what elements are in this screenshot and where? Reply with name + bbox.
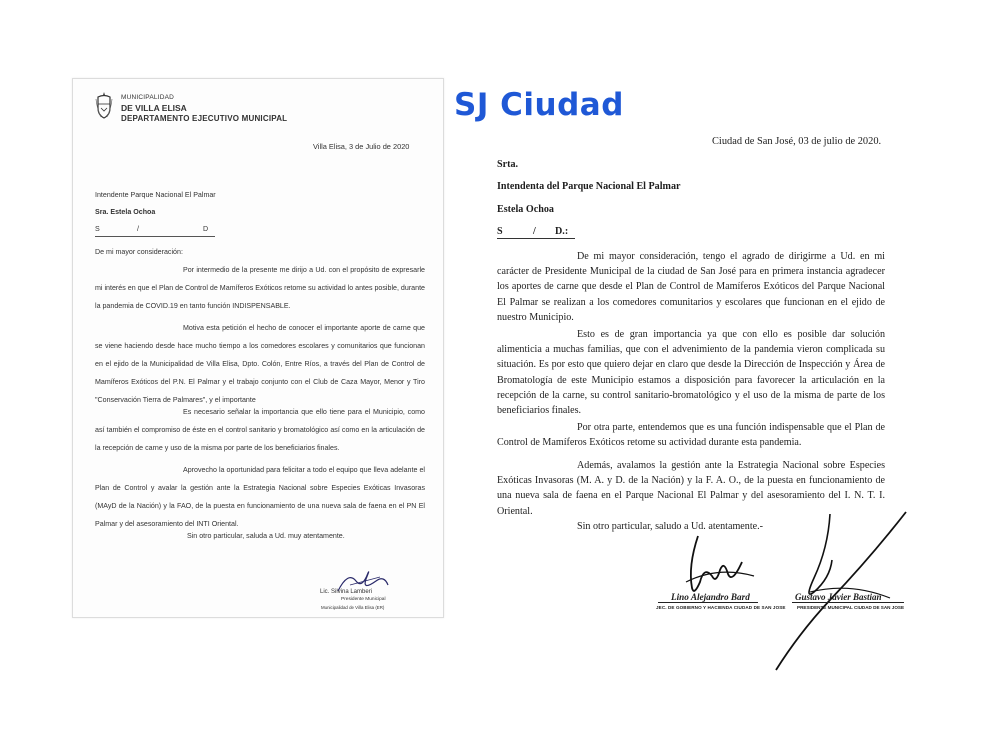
sd-s: S <box>497 226 503 237</box>
paragraph: Motiva esta petición el hecho de conocer el importante aporte de carne que se viene haciendo desde hace mucho tiempo a los comedores escolares y comunitarios que funcionan en el ejido de la Municipalidad de Villa Elisa, Dpto. Colón, Entre Ríos, a través del Plan de Control de Mamíferos Exóticos del P.N. El Palmar y el trabajo conjunto con el Club de Caza Mayor, Menor y Tiro "Conservación Tierra de Palmares", y el importante <box>95 324 425 404</box>
paragraph: Por intermedio de la presente me dirijo a Ud. con el propósito de expresarle mi interés en que el Plan de Control de Mamíferos Exóticos retome su actividad lo antes posible, durante la pandemia de COVID.19 en tanto función INDISPENSABLE. <box>95 266 425 310</box>
paragraph: Además, avalamos la gestión ante la Estrategia Nacional sobre Especies Exóticas Invasoras (M. A. y D. de la Nación) y la F. A. O., de la puesta en funcionamiento de una nueva sala de faena en el Parque Nacional El Palmar y del asesoramiento del I. N. T. I. Oriental. <box>497 460 885 517</box>
sd-line <box>95 223 215 237</box>
sj-ciudad-logo: SJ Ciudad <box>454 87 624 123</box>
signer-title: JEC. DE GOBIERNO Y HACIENDA CIUDAD DE SAN JOSE <box>656 605 786 610</box>
san-jose-letter <box>478 78 948 698</box>
paragraph: Por otra parte, entendemos que es una función indispensable que el Plan de Control de Mamíferos Exóticos retome su actividad durante esta pandemia. <box>497 422 885 449</box>
sd-slash: / <box>533 226 536 237</box>
signature-line <box>658 602 758 603</box>
recipient-title: Intendente Parque Nacional El Palmar <box>95 191 216 199</box>
closing: Sin otro particular, saluda a Ud. muy atentamente. <box>187 532 345 540</box>
sd-d: D.: <box>555 226 569 237</box>
recipient-title: Intendenta del Parque Nacional El Palmar <box>497 181 681 192</box>
sd-line <box>497 226 575 239</box>
signer-name: Lino Alejandro Bard <box>671 592 750 602</box>
municipal-crest-icon <box>95 91 113 119</box>
signer-title: PRESIDENTE MUNICIPAL CIUDAD DE SAN JOSE <box>797 605 905 610</box>
letter-date: Villa Elisa, 3 de Julio de 2020 <box>313 142 410 151</box>
recipient-name: Sra. Estela Ochoa <box>95 208 156 216</box>
recipient-name: Estela Ochoa <box>497 204 554 215</box>
closing: Sin otro particular, saludo a Ud. atentamente.- <box>577 521 763 532</box>
greeting: De mi mayor consideración: <box>95 248 183 256</box>
salutation: Srta. <box>497 159 519 170</box>
signer-role: Presidente Municipal <box>341 597 386 602</box>
signer-name: Gustavo Javier Bastian <box>795 592 882 602</box>
signature-line <box>792 602 904 603</box>
sd-d: D <box>203 225 209 233</box>
header-municipalidad: MUNICIPALIDAD <box>121 94 175 101</box>
header-department: DEPARTAMENTO EJECUTIVO MUNICIPAL <box>121 114 288 123</box>
paragraph: Esto es de gran importancia ya que con ello es posible dar solución alimenticia a muchas familias, que con el advenimiento de la pandemia vieron complicada su situación. Es por esto que quiero dejar en claro que desde la Dirección de Inspección y Área de Bromatología de este Municipio estamos a disposición para favorecer la articulación en la recepción de la carne, su control sanitario-bromatológico y el uso de la misma de parte de los beneficiarios finales. <box>497 329 885 417</box>
header-town: DE VILLA ELISA <box>121 103 187 113</box>
sd-slash: / <box>137 225 139 233</box>
paragraph: De mi mayor consideración, tengo el agrado de dirigirme a Ud. en mi carácter de Presidente Municipal de la ciudad de San José para en primera instancia agradecer los aportes de carne que desde el Plan de Control de Mamíferos Exóticos del Parque Nacional El Palmar se realizan a los comedores comunitarios y escolares que funcionan en el ejido de nuestro Municipio. <box>497 251 885 323</box>
paragraph: Es necesario señalar la importancia que ello tiene para el Municipio, como así también el compromiso de éste en el control sanitario y bromatológico así como en la articulación de la recepción de carne y uso de la misma por parte de los beneficiarios finales. <box>95 408 425 452</box>
paragraph: Aprovecho la oportunidad para felicitar a todo el equipo que lleva adelante el Plan de Control y avalar la gestión ante la Estrategia Nacional sobre Especies Exóticas Invasoras (MAyD de la Nación) y la FAO, de la puesta en funcionamiento de una nueva sala de faena en el PN El Palmar y del asesoramiento del INTI Oriental. <box>95 466 425 528</box>
signer-place: Municipalidad de Villa Elisa (ER) <box>321 605 385 610</box>
sd-s: S <box>95 225 100 233</box>
signer-name: Lic. Silvina Lamberi <box>320 589 373 595</box>
signature-scribble-icon <box>658 526 768 601</box>
villa-elisa-letter <box>72 78 444 618</box>
letter-date: Ciudad de San José, 03 de julio de 2020. <box>712 136 882 147</box>
